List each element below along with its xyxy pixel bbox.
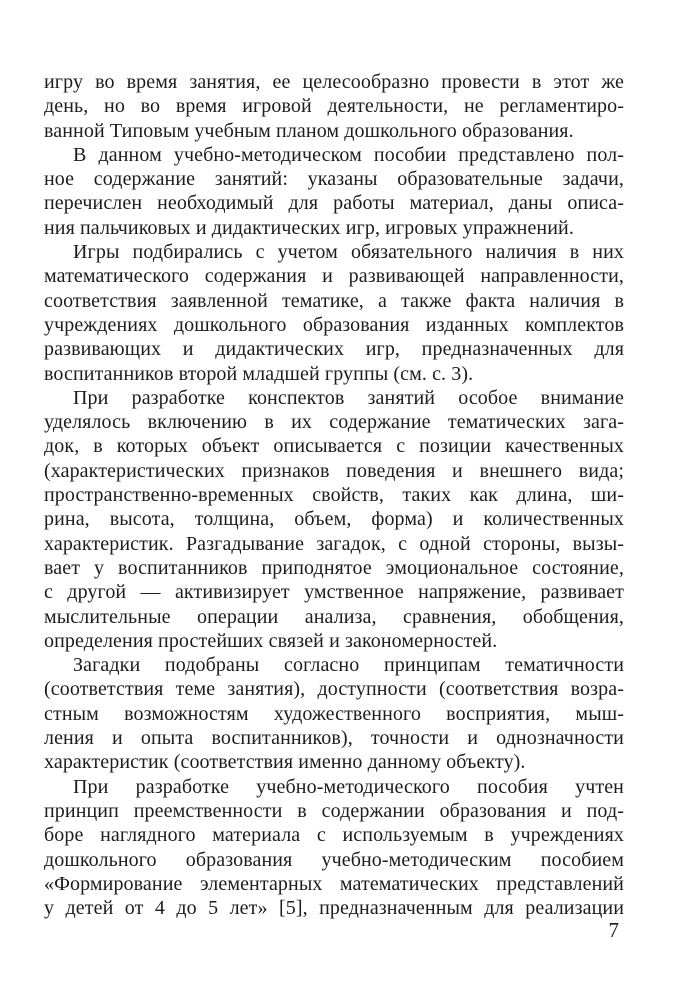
text-line: док, в которых объект описывается с позиции качественных (44, 435, 624, 458)
paragraph (44, 775, 624, 921)
paragraph (44, 70, 624, 143)
text-line: рина, высота, толщина, объем, форма) и количественных (44, 508, 624, 531)
text-line: дошкольного образования учебно-методическим пособием (44, 848, 624, 871)
text-line: развивающих и дидактических игр, предназначенных для (44, 338, 624, 361)
page-number: 7 (608, 918, 619, 942)
text-line: стным возможностям художественного восприятия, мыш- (44, 702, 624, 725)
text-line: ния пальчиковых и дидактических игр, игровых упражнений. (44, 216, 574, 239)
text-line: (характеристических признаков поведения и внешнего вида; (44, 459, 624, 482)
text-line: характеристик (соответствия именно данному объекту). (44, 751, 526, 774)
text-line: математического содержания и развивающей направленности, (44, 265, 624, 288)
text-line: учреждениях дошкольного образования изданных комплектов (44, 313, 624, 336)
text-line: воспитанников второй младшей группы (см. с. 3). (44, 362, 474, 385)
paragraph (44, 240, 624, 386)
text-line: (соответствия теме занятия), доступности (соответствия возра- (44, 678, 624, 701)
text-line: В данном учебно-методическом пособии представлено пол- (73, 143, 624, 166)
text-line: ванной Типовым учебным планом дошкольного образования. (44, 119, 574, 142)
text-line: Игры подбирались с учетом обязательного наличия в них (73, 241, 624, 264)
text-line: мыслительные операции анализа, сравнения, обобщения, (44, 605, 624, 628)
text-line: ное содержание занятий: указаны образовательные задачи, (44, 168, 624, 191)
text-line: определения простейших связей и закономерностей. (44, 629, 498, 652)
page-text-block (44, 70, 624, 920)
paragraph (44, 653, 624, 774)
text-line: уделялось включению в их содержание тематических зага- (44, 411, 624, 434)
text-line: пространственно-временных свойств, таких как длина, ши- (44, 484, 624, 507)
text-line: При разработке конспектов занятий особое внимание (73, 386, 624, 409)
text-line: «Формирование элементарных математических представлений (44, 872, 624, 895)
text-line: принцип преемственности в содержании образования и под- (44, 799, 624, 822)
text-line: соответствия заявленной тематике, а также факта наличия в (44, 289, 624, 312)
text-line: характеристик. Разгадывание загадок, с одной стороны, вызы- (44, 532, 624, 555)
text-line: ления и опыта воспитанников), точности и однозначности (44, 727, 624, 750)
text-line: с другой — активизирует умственное напряжение, развивает (44, 581, 624, 604)
paragraph (44, 386, 624, 653)
text-line: боре наглядного материала с используемым в учреждениях (44, 824, 624, 847)
text-line: Загадки подобраны согласно принципам тематичности (73, 654, 624, 677)
text-line: При разработке учебно-методического пособия учтен (73, 775, 624, 798)
text-line: вает у воспитанников приподнятое эмоциональное состояние, (44, 556, 624, 579)
text-line: у детей от 4 до 5 лет» [5], предназначенным для реализации (44, 897, 624, 920)
text-line: игру во время занятия, ее целесообразно провести в этот же (44, 71, 624, 93)
text-line: перечислен необходимый для работы материал, даны описа- (44, 192, 624, 215)
text-line: день, но во время игровой деятельности, не регламентиро- (44, 95, 624, 118)
paragraph (44, 143, 624, 240)
